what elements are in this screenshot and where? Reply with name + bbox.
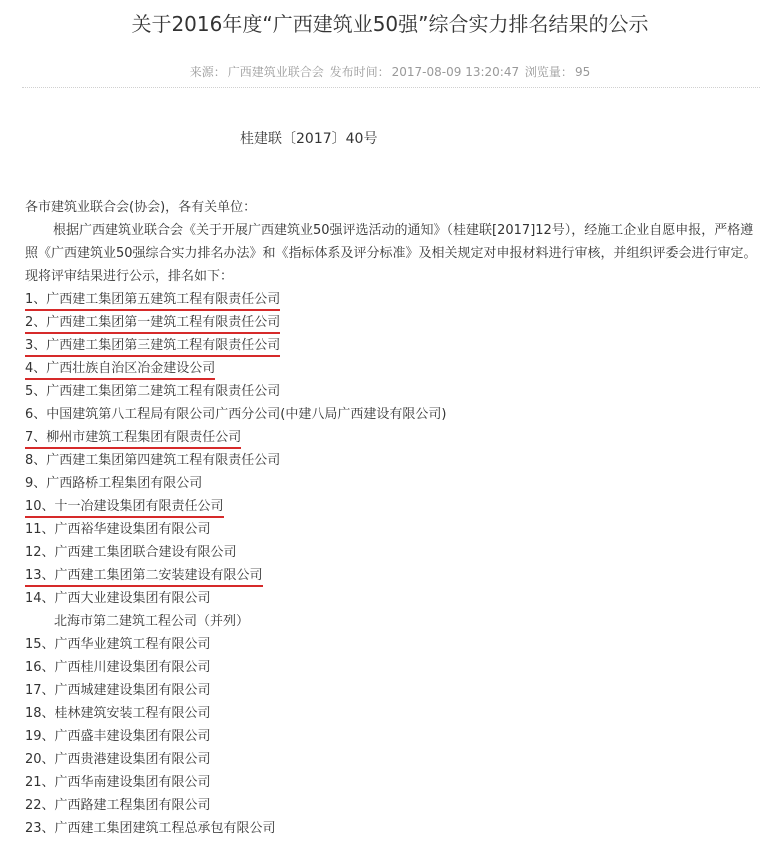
ranking-item	[25, 358, 765, 381]
ranking-item-text: 21、广西华南建设集团有限公司	[25, 775, 211, 790]
ranking-item-text: 北海市第二建筑工程公司（并列）	[54, 614, 250, 629]
ranking-item-text: 17、广西城建建设集团有限公司	[25, 683, 211, 698]
ranking-item	[25, 818, 765, 841]
ranking-item	[25, 381, 765, 404]
ranking-item-text: 4、广西壮族自治区冶金建设公司	[25, 359, 215, 380]
ranking-item	[25, 657, 765, 680]
ranking-item-text: 5、广西建工集团第二建筑工程有限责任公司	[25, 384, 281, 399]
ranking-item-text: 16、广西桂川建设集团有限公司	[25, 660, 211, 675]
ranking-item-text: 10、十一冶建设集团有限责任公司	[25, 497, 224, 518]
ranking-item-text: 2、广西建工集团第一建筑工程有限责任公司	[25, 313, 280, 334]
source-label: 来源：	[189, 65, 226, 79]
addressee: 各市建筑业联合会(协会)，各有关单位：	[25, 200, 257, 215]
ranking-item-text: 6、中国建筑第八工程局有限公司广西分公司(中建八局广西建设有限公司)	[25, 407, 447, 422]
ranking-item-text: 23、广西建工集团建筑工程总承包有限公司	[25, 821, 276, 836]
header-divider	[22, 87, 760, 88]
ranking-item	[25, 496, 765, 519]
ranking-item-text: 14、广西大业建设集团有限公司	[25, 591, 211, 606]
document-number: 桂建联〔2017〕40号	[240, 131, 378, 147]
ranking-item	[25, 680, 765, 703]
article-meta	[0, 64, 780, 80]
ranking-item-text: 7、柳州市建筑工程集团有限责任公司	[25, 428, 241, 449]
ranking-item-text: 9、广西路桥工程集团有限公司	[25, 476, 203, 491]
ranking-item	[25, 335, 765, 358]
ranking-item-text: 18、桂林建筑安装工程有限公司	[25, 706, 211, 721]
ranking-list	[25, 289, 765, 841]
ranking-item-text: 19、广西盛丰建设集团有限公司	[25, 729, 211, 744]
ranking-item-tied	[25, 611, 765, 634]
ranking-item	[25, 588, 765, 611]
ranking-item	[25, 634, 765, 657]
ranking-item	[25, 289, 765, 312]
ranking-item	[25, 726, 765, 749]
ranking-item-text: 1、广西建工集团第五建筑工程有限责任公司	[25, 290, 280, 311]
ranking-item	[25, 473, 765, 496]
ranking-item-text: 11、广西裕华建设集团有限公司	[25, 522, 211, 537]
views-label: 浏览量：	[524, 65, 573, 79]
ranking-item	[25, 312, 765, 335]
ranking-item	[25, 565, 765, 588]
source-value: 广西建筑业联合会	[227, 65, 324, 79]
ranking-item	[25, 519, 765, 542]
ranking-item	[25, 772, 765, 795]
views-value: 95	[574, 65, 591, 79]
time-value: 2017-08-09 13:20:47	[391, 65, 520, 79]
page-title: 关于2016年度“广西建筑业50强”综合实力排名结果的公示	[131, 12, 649, 36]
ranking-item	[25, 450, 765, 473]
intro-paragraph: 根据广西建筑业联合会《关于开展广西建筑业50强评选活动的通知》（桂建联[2017]12号），经施工企业自愿申报，严格遵照《广西建筑业50强综合实力排名办法》和《指标体系及评分标准》及相关规定对申报材料进行审核，并组织评委会进行审定。现将评审结果进行公示，排名如下：	[25, 223, 757, 284]
ranking-item-text: 12、广西建工集团联合建设有限公司	[25, 545, 237, 560]
ranking-item	[25, 749, 765, 772]
ranking-item-text: 22、广西路建工程集团有限公司	[25, 798, 211, 813]
ranking-item	[25, 703, 765, 726]
ranking-item	[25, 427, 765, 450]
ranking-item-text: 15、广西华业建筑工程有限公司	[25, 637, 211, 652]
ranking-item-text: 20、广西贵港建设集团有限公司	[25, 752, 211, 767]
ranking-item	[25, 404, 765, 427]
ranking-item-text: 13、广西建工集团第二安装建设有限公司	[25, 566, 263, 587]
ranking-item	[25, 795, 765, 818]
time-label: 发布时间：	[329, 65, 390, 79]
ranking-item-text: 3、广西建工集团第三建筑工程有限责任公司	[25, 336, 280, 357]
ranking-item-text: 8、广西建工集团第四建筑工程有限责任公司	[25, 453, 281, 468]
ranking-item	[25, 542, 765, 565]
